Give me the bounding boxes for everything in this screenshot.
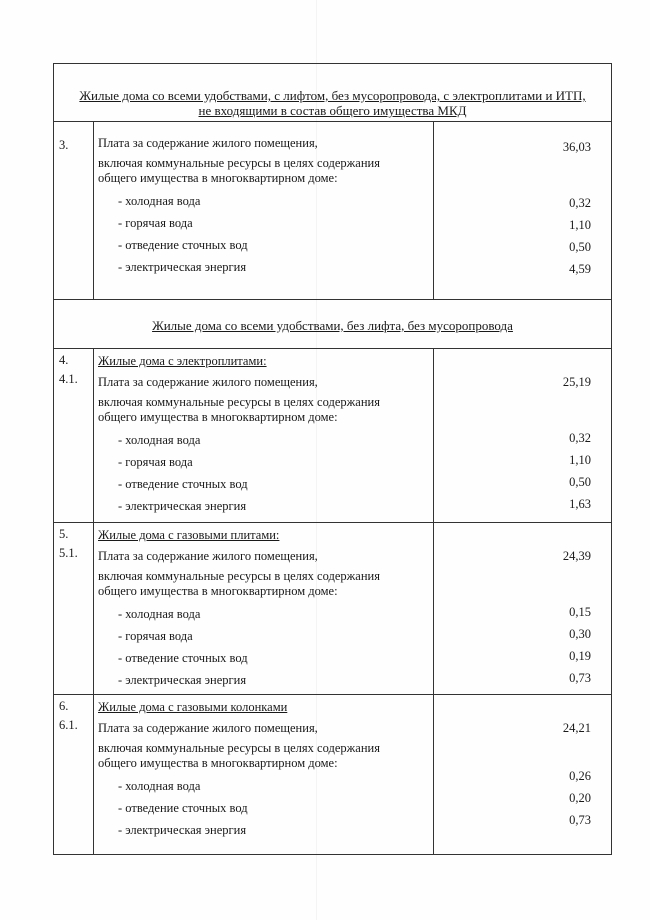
row-values: [434, 349, 611, 522]
row-description: [94, 523, 434, 694]
item-sewage: - отведение сточных вод: [118, 238, 248, 252]
item-electricity: - электрическая энергия: [118, 260, 247, 274]
value-cold-water: 0,32: [569, 196, 591, 210]
row-number-sub: 5.1.: [59, 546, 78, 560]
value-sewage: 0,50: [569, 475, 591, 489]
item-cold-water: - холодная вода: [118, 607, 201, 621]
item-hot-water: - горячая вода: [118, 216, 193, 230]
row-values: [434, 122, 611, 299]
fee-note: включая коммунальные ресурсы в целях содержания общего имущества в многоквартирном доме:: [98, 395, 380, 424]
section-header-no-lift: [54, 300, 611, 349]
value-electricity: 0,73: [569, 813, 591, 827]
total-value: 24,21: [562, 721, 591, 735]
item-sewage: - отведение сточных вод: [118, 801, 248, 815]
row-number-sub: 4.1.: [59, 372, 78, 386]
value-hot-water: 0,30: [569, 627, 591, 641]
table-row-5: [54, 523, 611, 695]
section-header-line-2: не входящими в состав общего имущества МКД: [198, 103, 467, 118]
item-cold-water: - холодная вода: [118, 433, 201, 447]
row-description: [94, 349, 434, 522]
row-values: [434, 695, 611, 854]
value-sewage: 0,20: [569, 791, 591, 805]
item-sewage: - отведение сточных вод: [118, 651, 248, 665]
value-cold-water: 0,15: [569, 605, 591, 619]
value-electricity: 4,59: [569, 262, 591, 276]
total-value: 24,39: [562, 549, 591, 563]
fee-label: Плата за содержание жилого помещения,: [98, 375, 318, 389]
table-row-6: [54, 695, 611, 855]
item-hot-water: - горячая вода: [118, 629, 193, 643]
row-number-main: 4.: [59, 353, 69, 367]
row-description: [94, 122, 434, 299]
row-values: [434, 523, 611, 694]
item-electricity: - электрическая энергия: [118, 673, 247, 687]
table-row-4: [54, 349, 611, 523]
item-hot-water: - горячая вода: [118, 455, 193, 469]
row-number: [54, 523, 94, 694]
fee-label: Плата за содержание жилого помещения,: [98, 136, 318, 150]
row-number-sub: 6.1.: [59, 718, 78, 732]
item-electricity: - электрическая энергия: [118, 823, 247, 837]
total-value: 25,19: [562, 375, 591, 389]
item-cold-water: - холодная вода: [118, 194, 201, 208]
value-electricity: 0,73: [569, 671, 591, 685]
total-value: 36,03: [562, 140, 591, 154]
section-header-lift: [54, 64, 611, 122]
value-cold-water: 0,26: [569, 769, 591, 783]
row-number: [54, 122, 94, 299]
group-title: Жилые дома с газовыми колонками: [98, 700, 288, 714]
row-number: [54, 349, 94, 522]
fee-note: включая коммунальные ресурсы в целях содержания общего имущества в многоквартирном доме:: [98, 156, 380, 185]
tariff-table: [53, 63, 612, 855]
item-sewage: - отведение сточных вод: [118, 477, 248, 491]
row-number-main: 5.: [59, 527, 69, 541]
fee-label: Плата за содержание жилого помещения,: [98, 549, 318, 563]
item-electricity: - электрическая энергия: [118, 499, 247, 513]
value-electricity: 1,63: [569, 497, 591, 511]
fee-note: включая коммунальные ресурсы в целях содержания общего имущества в многоквартирном доме:: [98, 741, 380, 770]
section-header-no-lift-text: Жилые дома со всеми удобствами, без лифта, без мусоропровода: [152, 318, 513, 333]
item-cold-water: - холодная вода: [118, 779, 201, 793]
row-description: [94, 695, 434, 854]
value-hot-water: 1,10: [569, 218, 591, 232]
fee-note: включая коммунальные ресурсы в целях содержания общего имущества в многоквартирном доме:: [98, 569, 380, 598]
fee-label: Плата за содержание жилого помещения,: [98, 721, 318, 735]
group-title: Жилые дома с электроплитами:: [98, 354, 267, 368]
value-cold-water: 0,32: [569, 431, 591, 445]
group-title: Жилые дома с газовыми плитами:: [98, 528, 280, 542]
value-sewage: 0,19: [569, 649, 591, 663]
row-number-main: 3.: [59, 138, 69, 152]
row-number-main: 6.: [59, 699, 69, 713]
value-hot-water: 1,10: [569, 453, 591, 467]
row-number: [54, 695, 94, 854]
section-header-line-1: Жилые дома со всеми удобствами, с лифтом, без мусоропровода, с электроплитами и ИТП,: [79, 88, 586, 103]
table-row-3: [54, 122, 611, 300]
value-sewage: 0,50: [569, 240, 591, 254]
